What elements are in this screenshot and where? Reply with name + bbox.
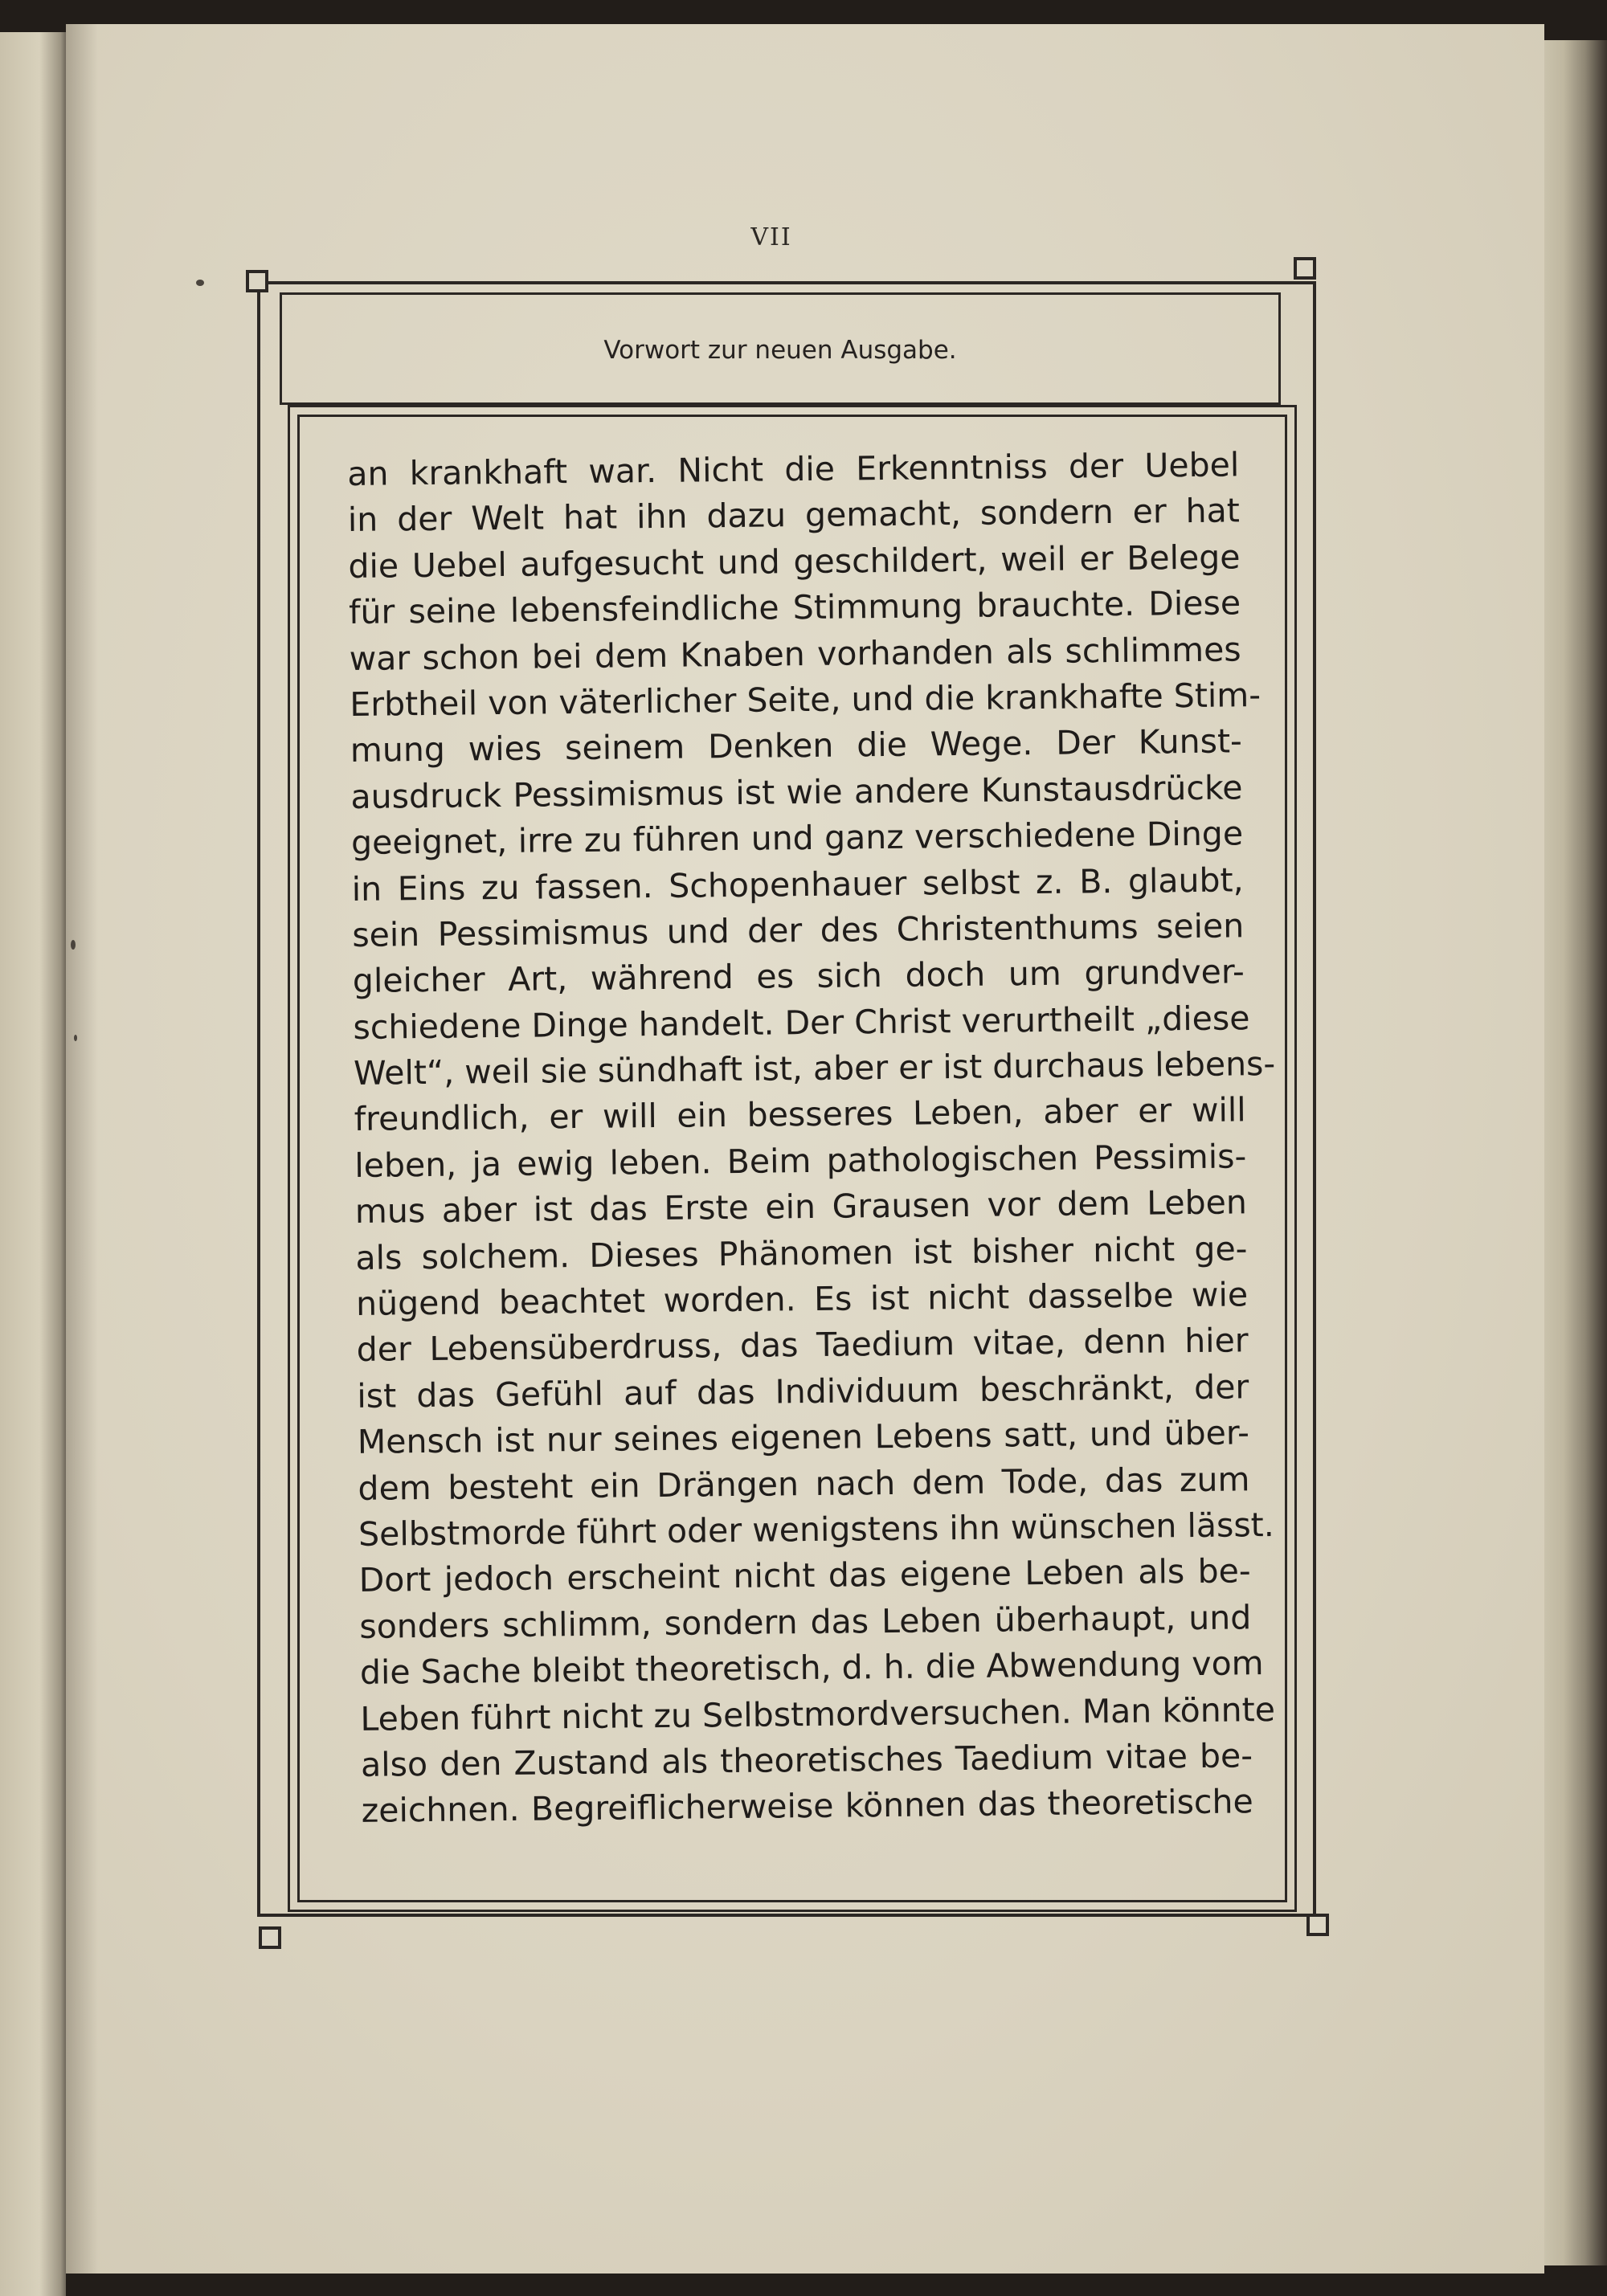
corner-ornament-bottom-left (259, 1926, 281, 1949)
text-line: freundlich, er will ein besseres Leben, aber er will (354, 1090, 1246, 1139)
text-line: nügend beachtet worden. Es ist nicht dasselbe wie (355, 1275, 1249, 1323)
text-line: war schon bei dem Knaben vorhanden als schlimmes (349, 629, 1241, 678)
corner-ornament-top-right (1294, 257, 1316, 280)
text-line: Erbtheil von väterlicher Seite, und die krankhafte Stim- (350, 676, 1261, 724)
text-line: der Lebensüberdruss, das Taedium vitae, denn hier (356, 1321, 1249, 1370)
text-line: mung wies seinem Denken die Wege. Der Kunst- (350, 721, 1243, 770)
text-line: also den Zustand als theoretisches Taedium vitae be- (360, 1736, 1253, 1784)
text-line: sonders schlimm, sondern das Leben überhaupt, und (359, 1598, 1252, 1646)
text-line: die Sache bleibt theoretisch, d. h. die Abwendung vom (359, 1644, 1264, 1693)
text-line: Mensch ist nur seines eigenen Lebens satt, und über- (357, 1413, 1250, 1462)
page-number: VII (750, 223, 792, 251)
text-line: Selbstmorde führt oder wenigstens ihn wünschen lässt. (358, 1505, 1275, 1554)
text-line: dem besteht ein Drängen nach dem Tode, das zum (358, 1459, 1250, 1508)
text-line: in Eins zu fassen. Schopenhauer selbst z. B. glaubt, (351, 860, 1244, 909)
corner-ornament-top-left (246, 270, 268, 292)
text-line: Welt“, weil sie sündhaft ist, aber er ist durchaus lebens- (353, 1044, 1276, 1093)
corner-ornament-bottom-right (1306, 1914, 1329, 1936)
paper-speck (71, 940, 76, 950)
text-line: gleicher Art, während es sich doch um grundver- (352, 952, 1245, 1001)
text-line: schiedene Dinge handelt. Der Christ verurtheilt „diese (353, 998, 1250, 1047)
text-line: ist das Gefühl auf das Individuum beschränkt, der (357, 1367, 1249, 1416)
text-line: als solchem. Dieses Phänomen ist bisher nicht ge- (355, 1228, 1248, 1277)
text-line: ausdruck Pessimismus ist wie andere Kunstausdrücke (350, 768, 1243, 816)
right-page-edges (1535, 40, 1607, 2265)
text-line: in der Welt hat ihn dazu gemacht, sondern er hat (347, 491, 1241, 540)
text-line: leben, ja ewig leben. Beim pathologischen Pessimis- (354, 1137, 1247, 1185)
text-line: zeichnen. Begreiflicherweise können das theoretische (361, 1782, 1253, 1831)
text-line: Dort jedoch erscheint nicht das eigene Leben als be- (358, 1551, 1251, 1600)
paper-speck (74, 1035, 77, 1041)
text-line: geeignet, irre zu führen und ganz verschiedene Dinge (350, 814, 1244, 863)
left-page-edge (0, 32, 66, 2296)
spine-shadow (66, 24, 98, 2274)
body-text (347, 442, 1276, 1834)
text-line: sein Pessimismus und der des Christenthums seien (352, 906, 1245, 954)
text-line: für seine lebensfeindliche Stimmung brauchte. Diese (348, 583, 1241, 632)
text-line: die Uebel aufgesucht und geschildert, weil er Belege (348, 537, 1241, 586)
section-heading: Vorwort zur neuen Ausgabe. (603, 336, 957, 365)
text-line: mus aber ist das Erste ein Grausen vor dem Leben (354, 1183, 1248, 1232)
text-line: Leben führt nicht zu Selbstmordversuchen. Man könnte (360, 1689, 1276, 1738)
paper-speck (196, 280, 204, 286)
text-line: an krankhaft war. Nicht die Erkenntniss der Uebel (347, 445, 1240, 493)
